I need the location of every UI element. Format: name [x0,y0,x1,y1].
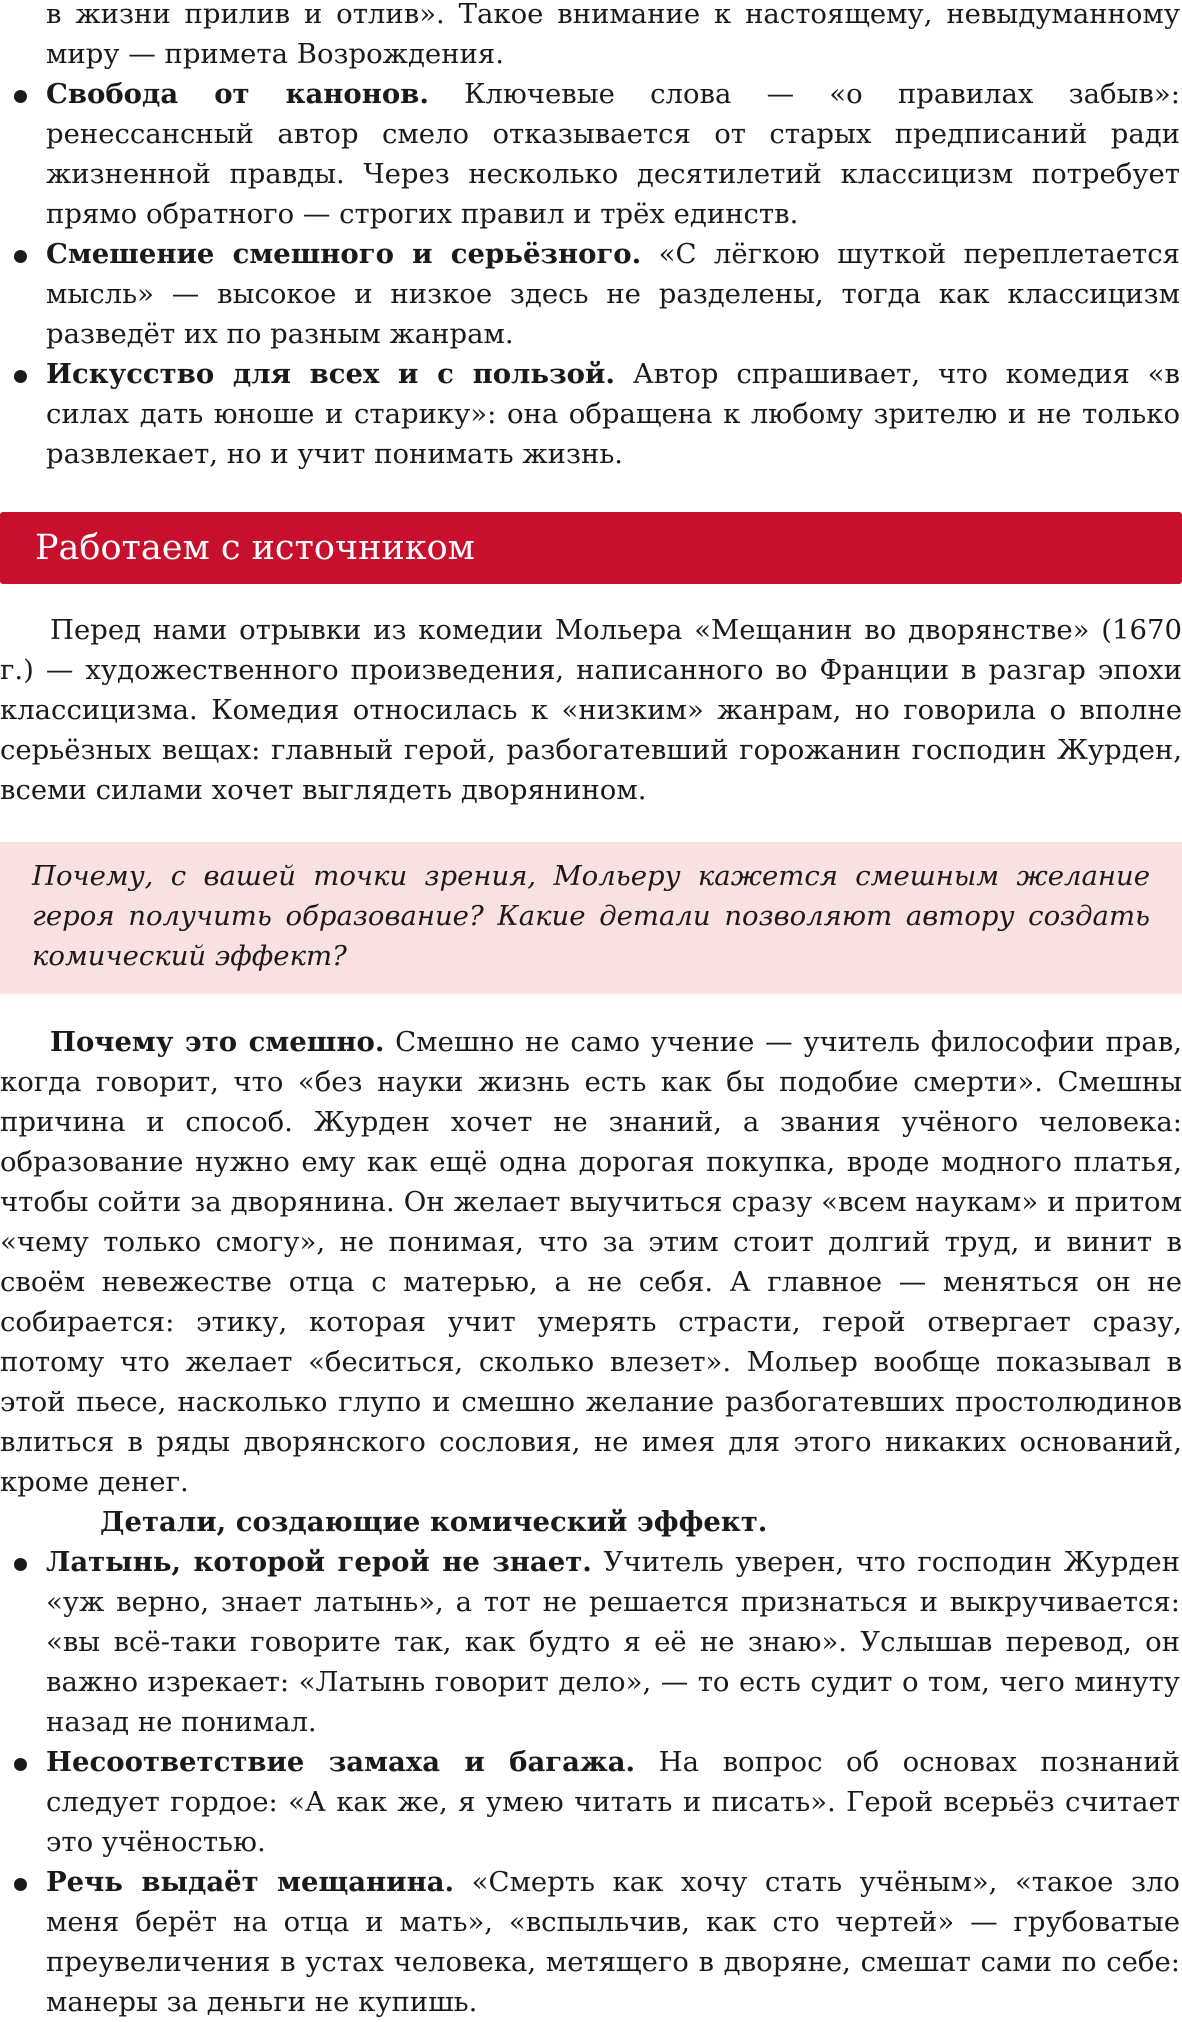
bullet-dot-icon [14,370,27,383]
bullet-text: Автор спрашивает, что комедия «в силах дать юноше и старику»: она обращена к любому зрителю и не только развлекает, но и учит понимать жизнь. [46,358,1180,470]
bullet-text: «С лёгкою шуткой переплетается мысль» — высокое и низкое здесь не разделены, тогда как классицизм разведёт их по разным жанрам. [46,238,1180,350]
answer-text: Смешно не само учение — учитель философии прав, когда говорит, что «без науки жизнь есть как бы подобие смерти». Смешны причина и способ. Журден хочет не знаний, а звания учёного человека: образование нужно ему как ещё одна дорогая покупка, вроде модного платья, чтобы сойти за дворянина. Он желает выучиться сразу «всем наукам» и притом «чему только смогу», не понимая, что за этим стоит долгий труд, и винит в своём невежестве отца с матерью, а не себя. А главное — меняться он не собирается: этику, которая учит умерять страсти, герой отвергает сразу, потому что желает «беситься, сколько влезет». Мольер вообще показывал в этой пьесе, насколько глупо и смешно желание разбогатевших простолюдинов влиться в ряды дворянского сословия, не имея для этого никаких оснований, кроме денег. [0,1026,1182,1498]
bullet-art-for-all [0,354,1182,474]
bullet-text: На вопрос об основах познаний следует гордое: «А как же, я умею читать и писать». Герой всерьёз считает это учёностью. [46,1746,1181,1858]
details-heading: Детали, создающие комический эффект. [100,1506,768,1538]
bullet-term: Несоответствие замаха и багажа. [46,1746,636,1778]
answer-lead: Почему это смешно. [50,1026,385,1058]
bullet-term: Свобода от канонов. [46,78,429,110]
bullet-latin [0,1542,1182,1742]
bullet-dot-icon [14,1758,27,1771]
intro-block [0,610,1182,810]
section-banner [0,512,1182,584]
bullet-dot-icon [14,1558,27,1571]
question-box [0,842,1182,994]
intro-paragraph: Перед нами отрывки из комедии Мольера «Мещанин во дворянстве» (1670 г.) — художественного произведения, написанного во Франции в разгар эпохи классицизма. Комедия относилась к «низким» жанрам, но говорила о вполне серьёзных вещах: главный герой, разбогатевший горожанин господин Журден, всеми силами хочет выглядеть дворянином. [0,614,1182,806]
section-title: Работаем с источником [35,528,475,568]
bullet-term: Речь выдаёт мещанина. [46,1866,455,1898]
detail-bullet-list [0,1542,1182,2022]
bullet-term: Смешение смешного и серьёзного. [46,238,642,270]
answer-paragraph [0,1022,1182,1502]
bullet-text: Ключевые слова — «о правилах забыв»: ренессансный автор смело отказывается от старых предписаний ради жизненной правды. Через несколько десятилетий классицизм потребует прямо обратного — строгих правил и трёх единств. [46,78,1181,230]
bullet-text: Учитель уверен, что господин Журден «уж верно, знает латынь», а тот не решается признаться и выкручивается: «вы всё-таки говорите так, как будто я её не знаю». Услышав перевод, он важно изрекает: «Латынь говорит дело», — то есть судит о том, чего минуту назад не понимал. [46,1546,1180,1738]
top-bullet-list [0,74,1182,474]
bullet-mix-funny-serious [0,234,1182,354]
answer-block [0,1022,1182,2022]
top-continuation [0,0,1182,74]
bullet-speech [0,1862,1182,2022]
bullet-dot-icon [14,250,27,263]
bullet-term: Латынь, которой герой не знает. [46,1546,592,1578]
continuation-text: в жизни прилив и отлив». Такое внимание к настоящему, невыдуманному миру — примета Возрождения. [46,0,1180,70]
bullet-freedom-from-canons [0,74,1182,234]
question-text: Почему, с вашей точки зрения, Мольеру кажется смешным желание героя получить образование? Какие детали позволяют автору создать комический эффект? [32,860,1150,972]
bullet-dot-icon [14,1878,27,1891]
bullet-term: Искусство для всех и с пользой. [46,358,615,390]
bullet-mismatch [0,1742,1182,1862]
bullet-text: «Смерть как хочу стать учёным», «такое зло меня берёт на отца и мать», «вспыльчив, как сто чертей» — грубоватые преувеличения в устах человека, метящего в дворяне, смешат сами по себе: манеры за деньги не купишь. [46,1866,1180,2018]
bullet-dot-icon [14,90,27,103]
